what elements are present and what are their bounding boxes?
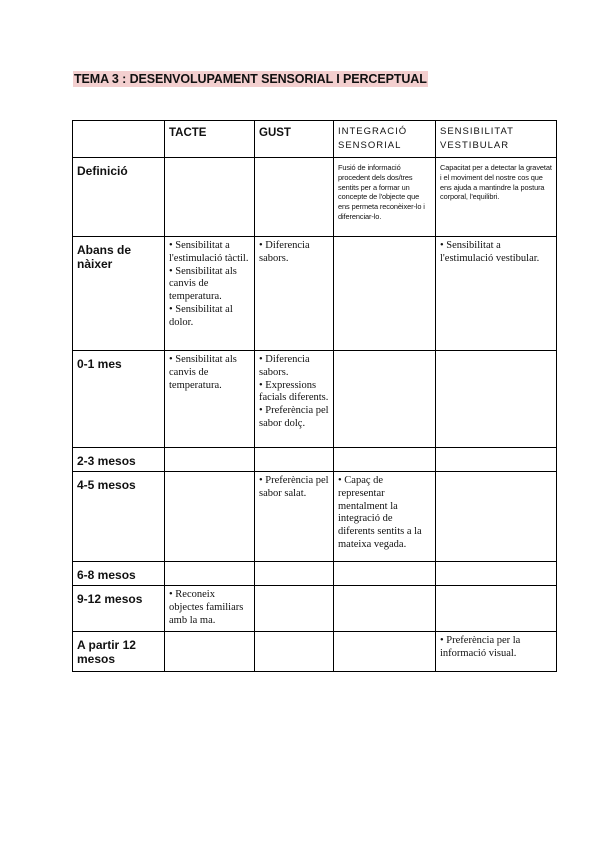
cell-tacte	[165, 586, 255, 632]
cell-integracio	[334, 448, 436, 472]
cell-line: • Preferència per la informació visual.	[440, 635, 521, 659]
cell-vestibular	[436, 472, 557, 562]
cell-line: • Sensibilitat a l'estimulació tàctil.	[169, 240, 249, 264]
cell-vestibular	[436, 586, 557, 632]
header-vestibular: SENSIBILITAT VESTIBULAR	[436, 121, 557, 158]
cell-line: • Preferència pel sabor dolç.	[259, 405, 329, 429]
cell-integracio	[334, 237, 436, 351]
cell-vestibular	[436, 632, 557, 672]
row-label: 0-1 mes	[73, 351, 165, 448]
table-row	[73, 158, 557, 237]
cell-gust	[255, 237, 334, 351]
header-row	[73, 121, 557, 158]
cell-vestibular	[436, 158, 557, 237]
cell-gust	[255, 562, 334, 586]
table-row	[73, 472, 557, 562]
cell-gust	[255, 632, 334, 672]
cell-gust	[255, 472, 334, 562]
table-row	[73, 448, 557, 472]
row-label: 6-8 mesos	[73, 562, 165, 586]
cell-integracio	[334, 632, 436, 672]
table-row	[73, 562, 557, 586]
row-label: 2-3 mesos	[73, 448, 165, 472]
cell-gust	[255, 158, 334, 237]
cell-tacte	[165, 237, 255, 351]
cell-line: • Preferència pel sabor salat.	[259, 475, 329, 499]
cell-tacte	[165, 448, 255, 472]
row-label: 4-5 mesos	[73, 472, 165, 562]
cell-gust	[255, 586, 334, 632]
cell-vestibular	[436, 562, 557, 586]
row-label: Definició	[73, 158, 165, 237]
table-row	[73, 351, 557, 448]
cell-integracio	[334, 586, 436, 632]
cell-line: • Sensibilitat al dolor.	[169, 303, 233, 328]
cell-tacte	[165, 562, 255, 586]
cell-vestibular	[436, 351, 557, 448]
table-row	[73, 586, 557, 632]
cell-line: • Diferencia sabors.	[259, 354, 310, 378]
cell-integracio	[334, 472, 436, 562]
header-corner	[73, 121, 165, 158]
row-label: Abans de nàixer	[73, 237, 165, 351]
cell-line: • Capaç de representar mentalment la integració de diferents sentits a la mateixa vegada.	[338, 475, 422, 550]
cell-line: • Expressions facials diferents.	[259, 379, 329, 404]
cell-tacte	[165, 158, 255, 237]
cell-line: Capacitat per a detectar la gravetat i el moviment del nostre cos que ens ajuda a mantindre la postura corporal, l'equilibri.	[440, 163, 552, 202]
cell-integracio	[334, 562, 436, 586]
cell-line: • Sensibilitat als canvis de temperatura.	[169, 265, 237, 303]
table-row	[73, 632, 557, 672]
cell-tacte	[165, 351, 255, 448]
cell-vestibular	[436, 448, 557, 472]
cell-tacte	[165, 472, 255, 562]
cell-line: • Sensibilitat als canvis de temperatura.	[169, 354, 237, 391]
cell-gust	[255, 448, 334, 472]
cell-line: • Sensibilitat a l'estimulació vestibular.	[440, 240, 540, 264]
cell-tacte	[165, 632, 255, 672]
header-integracio: INTEGRACIÓ SENSORIAL	[334, 121, 436, 158]
cell-integracio	[334, 351, 436, 448]
cell-line: • Diferencia sabors.	[259, 240, 310, 264]
header-tacte: TACTE	[165, 121, 255, 158]
cell-gust	[255, 351, 334, 448]
table-row	[73, 237, 557, 351]
cell-integracio	[334, 158, 436, 237]
development-table	[72, 120, 557, 672]
page-title: TEMA 3 : DESENVOLUPAMENT SENSORIAL I PERCEPTUAL	[74, 72, 427, 86]
cell-line: • Reconeix objectes familiars amb la ma.	[169, 589, 244, 626]
row-label: 9-12 mesos	[73, 586, 165, 632]
cell-vestibular	[436, 237, 557, 351]
row-label: A partir 12 mesos	[73, 632, 165, 672]
cell-line: Fusió de informació procedent dels dos/tres sentits per a formar un concepte de l'objecte que ens permeta reconèixer-lo i diferenciar-lo.	[338, 163, 425, 221]
header-gust: GUST	[255, 121, 334, 158]
